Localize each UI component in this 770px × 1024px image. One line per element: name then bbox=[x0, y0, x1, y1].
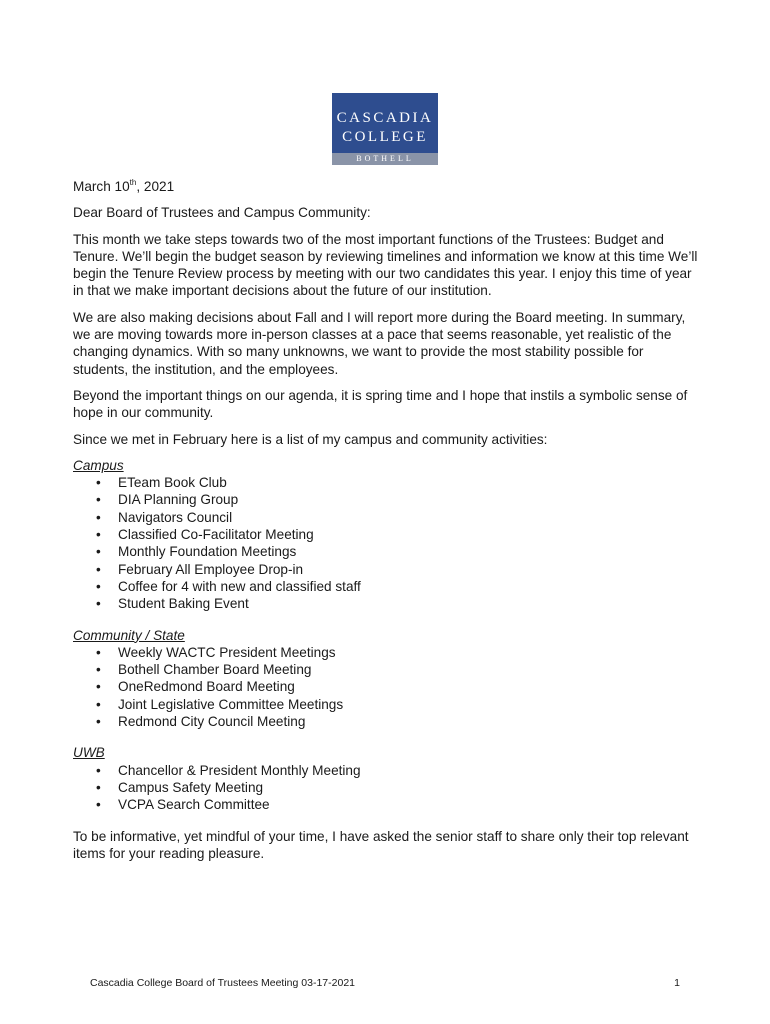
date-superscript: th bbox=[129, 178, 137, 187]
bullet-icon: • bbox=[96, 762, 101, 778]
list-item: • Monthly Foundation Meetings bbox=[96, 544, 297, 560]
date-prefix: March 10 bbox=[73, 179, 130, 194]
list-item: • Redmond City Council Meeting bbox=[96, 714, 306, 730]
bullet-icon: • bbox=[96, 662, 101, 678]
list-item: • DIA Planning Group bbox=[96, 492, 239, 508]
group-heading: UWB bbox=[73, 745, 105, 761]
list-item: • Campus Safety Meeting bbox=[96, 779, 264, 795]
list-item: • Weekly WACTC President Meetings bbox=[96, 644, 336, 660]
activity-list bbox=[73, 762, 698, 814]
activity-group-community bbox=[73, 627, 698, 731]
logo-line-1: CASCADIA bbox=[336, 110, 434, 126]
bullet-icon: • bbox=[96, 509, 101, 525]
bullet-icon: • bbox=[96, 797, 101, 813]
date-suffix: , 2021 bbox=[136, 179, 175, 194]
bullet-icon: • bbox=[96, 527, 101, 543]
letter-date bbox=[73, 178, 698, 195]
activity-group-uwb bbox=[73, 744, 698, 813]
list-item: • OneRedmond Board Meeting bbox=[96, 679, 295, 695]
logo-line-3: BOTHELL bbox=[356, 154, 414, 163]
bullet-icon: • bbox=[96, 561, 101, 577]
salutation: Dear Board of Trustees and Campus Community: bbox=[73, 205, 371, 221]
list-item: • Bothell Chamber Board Meeting bbox=[96, 662, 312, 678]
bullet-icon: • bbox=[96, 578, 101, 594]
bullet-icon: • bbox=[96, 696, 101, 712]
bullet-icon: • bbox=[96, 596, 101, 612]
bullet-icon: • bbox=[96, 644, 101, 660]
list-item: • Classified Co-Facilitator Meeting bbox=[96, 527, 314, 543]
bullet-icon: • bbox=[96, 492, 101, 508]
list-item: • Joint Legislative Committee Meetings bbox=[96, 696, 344, 712]
group-heading: Community / State bbox=[73, 627, 185, 643]
closing-paragraph: To be informative, yet mindful of your time, I have asked the senior staff to share only their top relevant items for your reading pleasure. bbox=[73, 828, 689, 861]
footer-text: Cascadia College Board of Trustees Meeting 03-17-2021 bbox=[90, 977, 355, 989]
bullet-icon: • bbox=[96, 544, 101, 560]
activity-list bbox=[73, 644, 698, 730]
list-item: • Student Baking Event bbox=[96, 596, 249, 612]
list-item: • VCPA Search Committee bbox=[96, 797, 270, 813]
bullet-icon: • bbox=[96, 714, 101, 730]
bullet-icon: • bbox=[96, 779, 101, 795]
group-heading: Campus bbox=[73, 457, 124, 473]
list-item: • Chancellor & President Monthly Meeting bbox=[96, 762, 361, 778]
list-item: • Navigators Council bbox=[96, 509, 233, 525]
list-item: • ETeam Book Club bbox=[96, 475, 227, 491]
paragraph-3: Beyond the important things on our agenda, it is spring time and I hope that instils a symbolic sense of hope in our community. bbox=[73, 387, 688, 421]
logo-line-2: COLLEGE bbox=[342, 129, 428, 145]
activity-group-campus bbox=[73, 457, 698, 613]
bullet-icon: • bbox=[96, 475, 101, 491]
college-logo bbox=[332, 93, 438, 165]
bullet-icon: • bbox=[96, 679, 101, 695]
list-item: • Coffee for 4 with new and classified staff bbox=[96, 578, 361, 594]
paragraph-1: This month we take steps towards two of the most important functions of the Trustees: Budget and Tenure. We’ll begin the budget season by reviewing timelines and information we know at this time We’ll begin the Tenure Review process by meeting with our two candidates this year. I enjoy this time of year in that we make important decisions about the future of our institution. bbox=[73, 231, 698, 299]
list-item: • February All Employee Drop-in bbox=[96, 561, 304, 577]
activity-list bbox=[73, 474, 698, 612]
page-number: 1 bbox=[674, 977, 680, 989]
paragraph-4: Since we met in February here is a list of my campus and community activities: bbox=[73, 431, 548, 447]
paragraph-2: We are also making decisions about Fall and I will report more during the Board meeting. In summary, we are moving towards more in-person classes at a pace that seems reasonable, yet realistic of the changing dynamics. With so many unknowns, we want to provide the most stability possible for students, the institution, and the employees. bbox=[73, 309, 686, 377]
letter-body bbox=[73, 178, 698, 871]
